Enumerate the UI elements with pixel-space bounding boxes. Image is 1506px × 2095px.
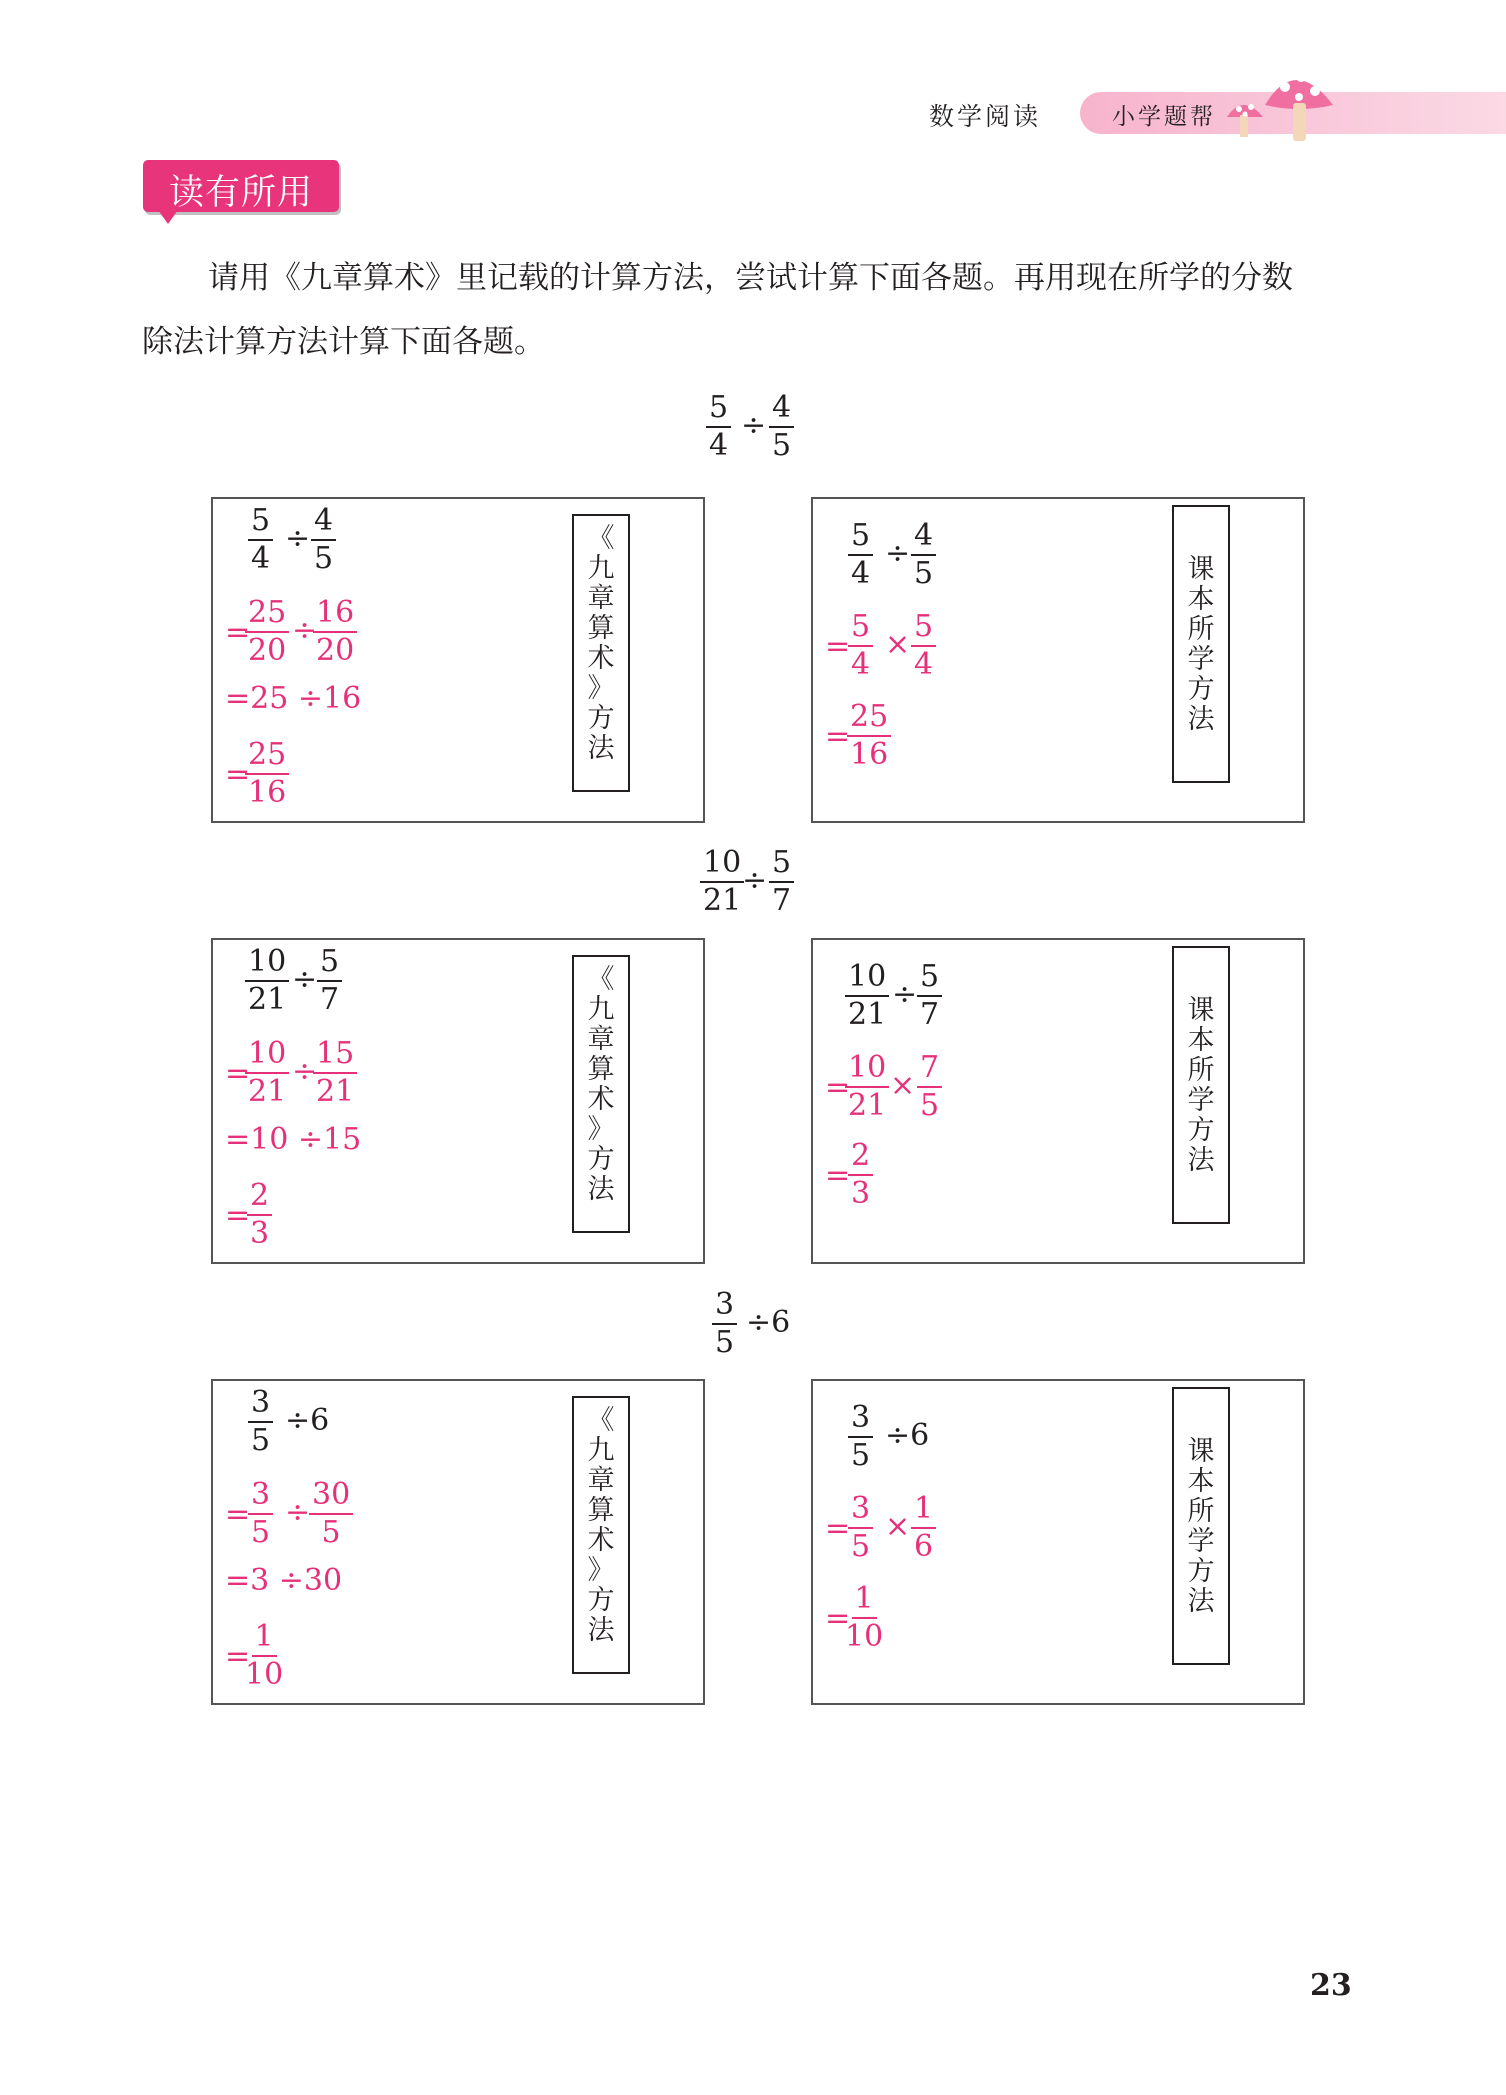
p2-t-expr-b: 5 7: [917, 959, 942, 1033]
p1-j-s3-eq: =: [225, 757, 251, 792]
p2-textbook-box: [811, 938, 1305, 1264]
p2-t-result: 2 3: [848, 1138, 873, 1212]
p2-j-expr-a: 10 21: [245, 944, 289, 1018]
q1-fraction-b: 4 5: [769, 390, 794, 464]
p3-j-s2: =3 ÷30: [225, 1563, 343, 1598]
p1-j-s2: =25 ÷16: [225, 681, 362, 716]
p3-t-s1-eq: =: [825, 1511, 851, 1546]
p2-j-s2: =10 ÷15: [225, 1122, 362, 1157]
q3-divide-six: ÷6: [746, 1305, 791, 1340]
p1-t-s1-eq: =: [825, 629, 851, 664]
small-mushroom-icon: [1227, 104, 1263, 137]
p1-j-s1-eq: =: [225, 615, 251, 650]
p1-j-result: 25 16: [245, 737, 289, 811]
p2-t-s1-eq: =: [825, 1070, 851, 1105]
p2-j-s1-b: 15 21: [313, 1036, 357, 1110]
p1-t-s2-eq: =: [825, 719, 851, 754]
intro-line-2: 除法计算方法计算下面各题。: [142, 324, 545, 360]
p3-t-s1-b: 1 6: [911, 1491, 936, 1565]
p3-textbook-box: [811, 1379, 1305, 1705]
p2-j-s1-eq: =: [225, 1056, 251, 1091]
section-tag: [143, 160, 339, 212]
header-section-title: 数学阅读: [929, 102, 1042, 131]
p1-j-s1-div: ÷: [292, 613, 318, 648]
p2-t-s1-mul: ×: [890, 1068, 916, 1103]
p2-jiuzhang-box: [211, 938, 705, 1264]
p3-t-s2-eq: =: [825, 1601, 851, 1636]
q1-fraction-a: 5 4: [706, 390, 731, 464]
p3-t-s1-mul: ×: [885, 1509, 911, 1544]
p3-j-s1-a: 3 5: [248, 1477, 273, 1551]
intro-line-1: 请用《九章算术》里记载的计算方法，尝试计算下面各题。再用现在所学的分数: [208, 260, 1293, 296]
p2-j-s3-eq: =: [225, 1198, 251, 1233]
intro-paragraph: [142, 246, 1372, 374]
p1-t-expr-a: 5 4: [848, 518, 873, 592]
p1-j-expr-b: 4 5: [311, 503, 336, 577]
header-column-title: 小学题帮: [1112, 104, 1216, 130]
q1-divide-sign: ÷: [741, 408, 767, 443]
p3-j-s1-b: 30 5: [309, 1477, 353, 1551]
textbook-method-label: 课 本 所 学 方 法: [1172, 505, 1230, 783]
p3-j-expr-div6: ÷6: [285, 1403, 330, 1438]
q3-fraction-a: 3 5: [712, 1287, 737, 1361]
textbook-method-label: 课 本 所 学 方 法: [1172, 946, 1230, 1224]
section-tag-pointer: [158, 210, 178, 224]
large-mushroom-icon: [1265, 72, 1333, 141]
p1-t-s1-b: 5 4: [911, 609, 936, 683]
mushroom-icon: [1215, 55, 1345, 150]
p2-j-expr-div: ÷: [292, 962, 318, 997]
p3-j-result: 1 10: [245, 1619, 284, 1692]
p3-t-s1-a: 3 5: [848, 1491, 873, 1565]
p2-t-s2-eq: =: [825, 1158, 851, 1193]
p1-j-expr-div: ÷: [285, 521, 311, 556]
jiuzhang-method-label: 《 九 章 算 术 》 方 法: [572, 514, 630, 792]
q2-divide-sign: ÷: [742, 863, 768, 898]
p3-t-result: 1 10: [845, 1581, 884, 1654]
p3-j-expr-a: 3 5: [248, 1385, 273, 1459]
p3-j-s1-eq: =: [225, 1497, 251, 1532]
page-number: 23: [1310, 1968, 1352, 2003]
p1-j-s1-a: 25 20: [245, 595, 289, 669]
p2-t-expr-div: ÷: [892, 977, 918, 1012]
p1-t-result: 25 16: [847, 699, 891, 773]
jiuzhang-method-label: 《 九 章 算 术 》 方 法: [572, 955, 630, 1233]
section-tag-label: 读有所用: [168, 173, 313, 213]
p2-j-s1-div: ÷: [292, 1054, 318, 1089]
p1-j-expr-a: 5 4: [248, 503, 273, 577]
p1-t-s1-a: 5 4: [848, 609, 873, 683]
p3-j-s3-eq: =: [225, 1639, 251, 1674]
p1-jiuzhang-box: [211, 497, 705, 823]
p3-t-expr-div6: ÷6: [885, 1418, 930, 1453]
p1-j-s1-b: 16 20: [313, 595, 357, 669]
p3-j-s1-div: ÷: [285, 1495, 311, 1530]
p2-t-expr-a: 10 21: [845, 959, 889, 1033]
q2-fraction-a: 10 21: [700, 845, 744, 919]
jiuzhang-method-label: 《 九 章 算 术 》 方 法: [572, 1396, 630, 1674]
p2-j-expr-b: 5 7: [317, 944, 342, 1018]
p1-t-s1-mul: ×: [885, 627, 911, 662]
p3-jiuzhang-box: [211, 1379, 705, 1705]
p2-t-s1-a: 10 21: [845, 1050, 889, 1124]
p3-t-expr-a: 3 5: [848, 1400, 873, 1474]
p2-j-result: 2 3: [247, 1178, 272, 1252]
p2-t-s1-b: 7 5: [917, 1050, 942, 1124]
p1-t-expr-b: 4 5: [911, 518, 936, 592]
p1-t-expr-div: ÷: [885, 536, 911, 571]
q2-fraction-b: 5 7: [769, 845, 794, 919]
textbook-method-label: 课 本 所 学 方 法: [1172, 1387, 1230, 1665]
p1-textbook-box: [811, 497, 1305, 823]
p2-j-s1-a: 10 21: [245, 1036, 289, 1110]
